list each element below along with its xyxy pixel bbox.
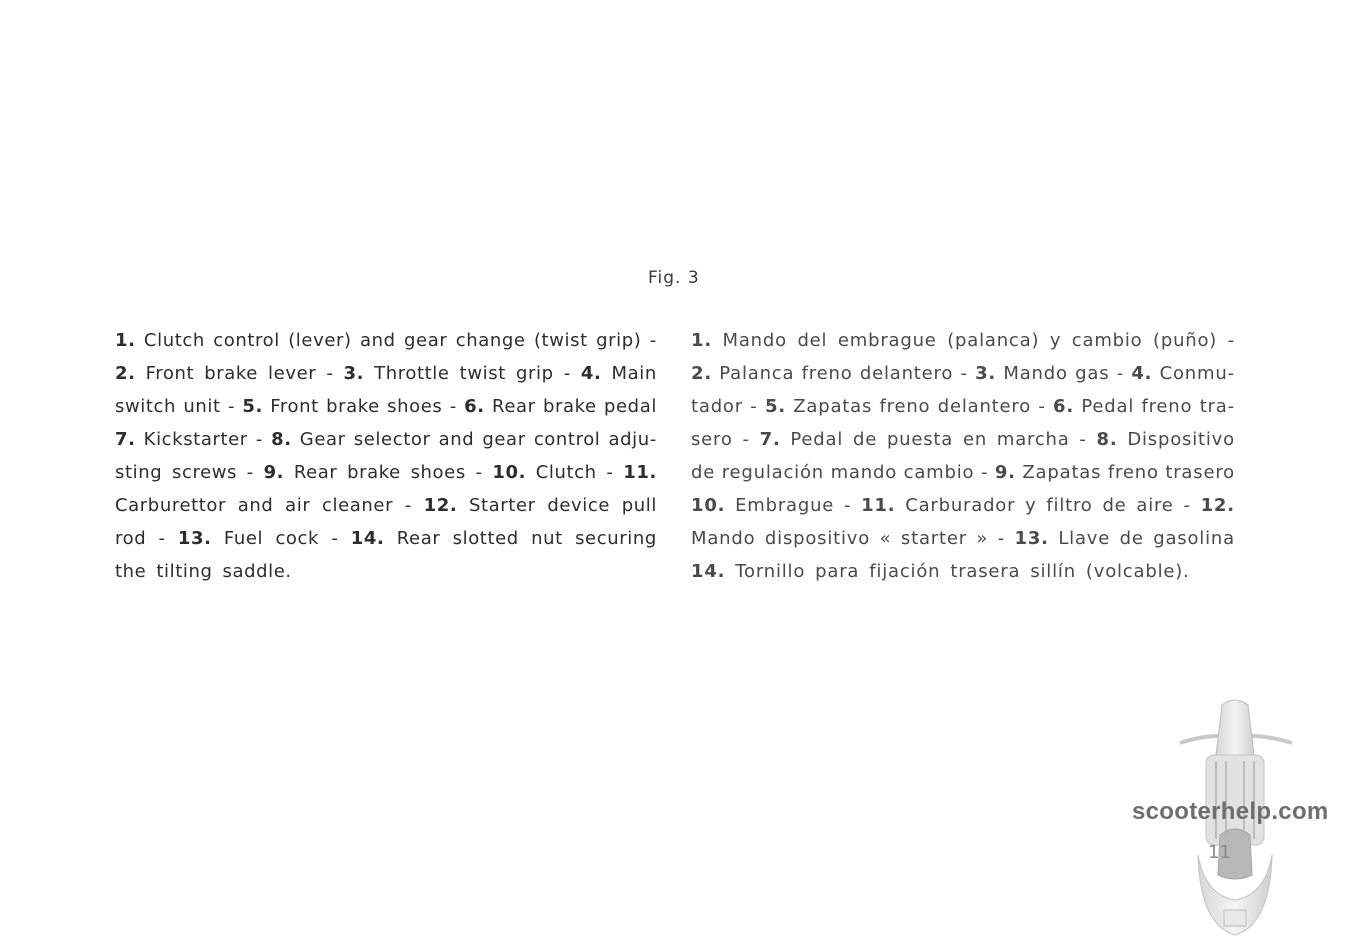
legend-word: Embrague — [735, 495, 835, 516]
legend-item-number: 4. — [1131, 363, 1153, 384]
legend-word: freno — [801, 363, 853, 384]
legend-word: - — [255, 429, 264, 450]
legend-item-number: 6. — [464, 396, 485, 417]
legend-word: delantero — [859, 363, 954, 384]
legend-word: - — [331, 528, 339, 549]
legend-word: cambio — [1071, 330, 1143, 351]
english-legend — [115, 324, 657, 588]
legend-item-number: 14. — [350, 528, 385, 549]
legend-line — [115, 555, 657, 588]
spanish-legend — [691, 324, 1235, 588]
legend-word: device — [547, 495, 611, 516]
legend-word: « — [879, 528, 892, 549]
legend-word: rod — [115, 528, 147, 549]
legend-word: Dispositivo — [1127, 429, 1235, 450]
legend-word: Conmu- — [1159, 363, 1235, 384]
legend-word: - — [1038, 396, 1046, 417]
legend-word: Mando — [722, 330, 787, 351]
legend-line — [691, 555, 1235, 588]
legend-word: tilting — [156, 561, 213, 582]
legend-item-number: 8. — [271, 429, 292, 450]
legend-item-number: 13. — [1014, 528, 1049, 549]
legend-word: y — [1025, 495, 1037, 516]
legend-word: - — [1183, 495, 1191, 516]
legend-word: Throttle — [374, 363, 450, 384]
legend-word: - — [997, 528, 1006, 549]
legend-word: Gear — [299, 429, 346, 450]
legend-word: tra- — [1199, 396, 1235, 417]
legend-word: Carburador — [905, 495, 1016, 516]
figure-caption: Fig. 3 — [648, 268, 700, 288]
legend-word: - — [750, 396, 758, 417]
legend-line — [691, 390, 1235, 423]
legend-word: - — [980, 462, 989, 483]
legend-word: Llave — [1058, 528, 1111, 549]
legend-word: trasera — [950, 561, 1021, 582]
legend-word: - — [449, 396, 457, 417]
legend-word: selector — [353, 429, 431, 450]
legend-item-number: 14. — [691, 561, 726, 582]
legend-line — [691, 522, 1235, 555]
legend-item-number: 5. — [242, 396, 263, 417]
legend-word: Zapatas — [1022, 462, 1102, 483]
legend-word: Pedal — [790, 429, 844, 450]
legend-word: gas — [1075, 363, 1110, 384]
legend-word: - — [158, 528, 166, 549]
legend-word: lever — [268, 363, 317, 384]
legend-item-number: 3. — [975, 363, 997, 384]
legend-word: sillín — [1030, 561, 1076, 582]
legend-word: gear — [482, 429, 526, 450]
legend-word: pedal — [603, 396, 657, 417]
legend-word: tador — [691, 396, 743, 417]
legend-item-number: 10. — [691, 495, 726, 516]
legend-word: saddle. — [222, 561, 292, 582]
legend-word: Main — [611, 363, 657, 384]
legend-word: Fuel — [223, 528, 264, 549]
legend-word: delantero — [937, 396, 1032, 417]
legend-line — [115, 489, 657, 522]
legend-word: - — [475, 462, 483, 483]
legend-line — [115, 324, 657, 357]
legend-line — [115, 522, 657, 555]
legend-word: sero — [691, 429, 733, 450]
legend-word: screws — [171, 462, 238, 483]
legend-line — [691, 324, 1235, 357]
legend-line — [691, 357, 1235, 390]
legend-word: change — [455, 330, 526, 351]
legend-word: Mando — [691, 528, 756, 549]
legend-word: - — [246, 462, 254, 483]
legend-word: - — [1079, 429, 1087, 450]
legend-word: Front — [270, 396, 319, 417]
legend-line — [115, 390, 657, 423]
legend-word: de — [1119, 528, 1144, 549]
legend-item-number: 10. — [492, 462, 527, 483]
legend-word: grip) — [596, 330, 642, 351]
legend-word: freno — [1107, 462, 1159, 483]
legend-word: slotted — [452, 528, 519, 549]
legend-item-number: 12. — [423, 495, 458, 516]
legend-word: (volcable). — [1085, 561, 1190, 582]
legend-word: switch — [115, 396, 177, 417]
legend-word: Rear — [492, 396, 536, 417]
legend-word: shoes — [387, 396, 443, 417]
legend-word: gasolina — [1153, 528, 1235, 549]
legend-word: Clutch — [143, 330, 205, 351]
legend-item-number: 11. — [861, 495, 896, 516]
watermark-text: scooterhelp.com — [1132, 798, 1329, 825]
legend-word: gear — [404, 330, 448, 351]
legend-item-number: 12. — [1200, 495, 1235, 516]
legend-word: » — [976, 528, 989, 549]
legend-word: cleaner — [322, 495, 394, 516]
legend-line — [691, 456, 1235, 489]
legend-word: - — [606, 462, 614, 483]
legend-word: mando — [830, 462, 898, 483]
legend-word: cambio — [903, 462, 975, 483]
legend-word: Clutch — [535, 462, 597, 483]
legend-word: brake — [347, 462, 401, 483]
legend-line — [691, 423, 1235, 456]
legend-word: - — [1227, 330, 1235, 351]
legend-word: regulación — [721, 462, 824, 483]
legend-word: - — [960, 363, 968, 384]
legend-item-number: 5. — [764, 396, 786, 417]
legend-word: - — [227, 396, 236, 417]
legend-word: Rear — [293, 462, 338, 483]
legend-item-number: 1. — [691, 330, 712, 351]
legend-word: twist — [459, 363, 506, 384]
legend-word: aire — [1136, 495, 1174, 516]
legend-word: nut — [531, 528, 563, 549]
legend-word: (lever) — [288, 330, 352, 351]
legend-item-number: 9. — [263, 462, 285, 483]
legend-word: - — [326, 363, 334, 384]
legend-word: Front — [145, 363, 195, 384]
legend-line — [115, 456, 657, 489]
legend-word: cock — [275, 528, 320, 549]
legend-item-number: 7. — [759, 429, 781, 450]
legend-word: grip — [515, 363, 554, 384]
legend-word: and — [360, 330, 396, 351]
legend-word: and — [237, 495, 274, 516]
legend-word: trasero — [1165, 462, 1235, 483]
legend-word: fijación — [869, 561, 941, 582]
legend-word: Palanca — [719, 363, 795, 384]
legend-word: - — [1116, 363, 1124, 384]
legend-word: filtro — [1046, 495, 1093, 516]
legend-word: air — [285, 495, 311, 516]
legend-word: sting — [115, 462, 163, 483]
legend-word: securing — [575, 528, 657, 549]
legend-word: brake — [326, 396, 380, 417]
legend-word: de — [1102, 495, 1127, 516]
legend-word: pull — [621, 495, 657, 516]
legend-word: starter — [900, 528, 967, 549]
legend-word: Mando — [1003, 363, 1068, 384]
legend-word: - — [563, 363, 571, 384]
page-number: 11 — [1208, 842, 1231, 863]
legend-word: Pedal — [1081, 396, 1135, 417]
legend-word: control — [213, 330, 280, 351]
legend-word: the — [115, 561, 147, 582]
legend-item-number: 11. — [623, 462, 657, 483]
legend-word: y — [1049, 330, 1062, 351]
legend-word: - — [742, 429, 750, 450]
legend-word: Starter — [468, 495, 536, 516]
legend-word: - — [404, 495, 412, 516]
legend-item-number: 3. — [343, 363, 365, 384]
legend-word: Kickstarter — [143, 429, 248, 450]
legend-word: dispositivo — [764, 528, 871, 549]
legend-word: and — [438, 429, 475, 450]
legend-word: de — [691, 462, 716, 483]
legend-item-number: 2. — [115, 363, 136, 384]
legend-item-number: 8. — [1096, 429, 1118, 450]
legend-word: de — [853, 429, 878, 450]
legend-line — [691, 489, 1235, 522]
legend-word: Zapatas — [793, 396, 873, 417]
legend-word: en — [962, 429, 988, 450]
legend-word: Tornillo — [735, 561, 806, 582]
legend-word: (palanca) — [947, 330, 1040, 351]
legend-item-number: 1. — [115, 330, 136, 351]
legend-word: Rear — [396, 528, 441, 549]
legend-word: shoes — [410, 462, 466, 483]
legend-word: brake — [204, 363, 258, 384]
legend-item-number: 9. — [994, 462, 1016, 483]
legend-item-number: 4. — [580, 363, 602, 384]
legend-word: del — [797, 330, 828, 351]
legend-word: freno — [1141, 396, 1193, 417]
legend-word: - — [649, 330, 657, 351]
legend-word: freno — [879, 396, 931, 417]
legend-line — [115, 423, 657, 456]
legend-word: control — [533, 429, 601, 450]
legend-word: Carburettor — [115, 495, 227, 516]
legend-word: adju- — [608, 429, 657, 450]
legend-line — [115, 357, 657, 390]
legend-word: para — [815, 561, 860, 582]
legend-word: unit — [183, 396, 221, 417]
legend-item-number: 6. — [1053, 396, 1075, 417]
legend-item-number: 2. — [691, 363, 712, 384]
legend-word: marcha — [996, 429, 1070, 450]
legend-word: embrague — [837, 330, 937, 351]
legend-item-number: 13. — [177, 528, 212, 549]
legend-word: puesta — [886, 429, 954, 450]
legend-word: brake — [542, 396, 597, 417]
legend-word: - — [844, 495, 852, 516]
legend-item-number: 7. — [115, 429, 136, 450]
legend-word: (twist — [533, 330, 588, 351]
legend-word: (puño) — [1153, 330, 1218, 351]
